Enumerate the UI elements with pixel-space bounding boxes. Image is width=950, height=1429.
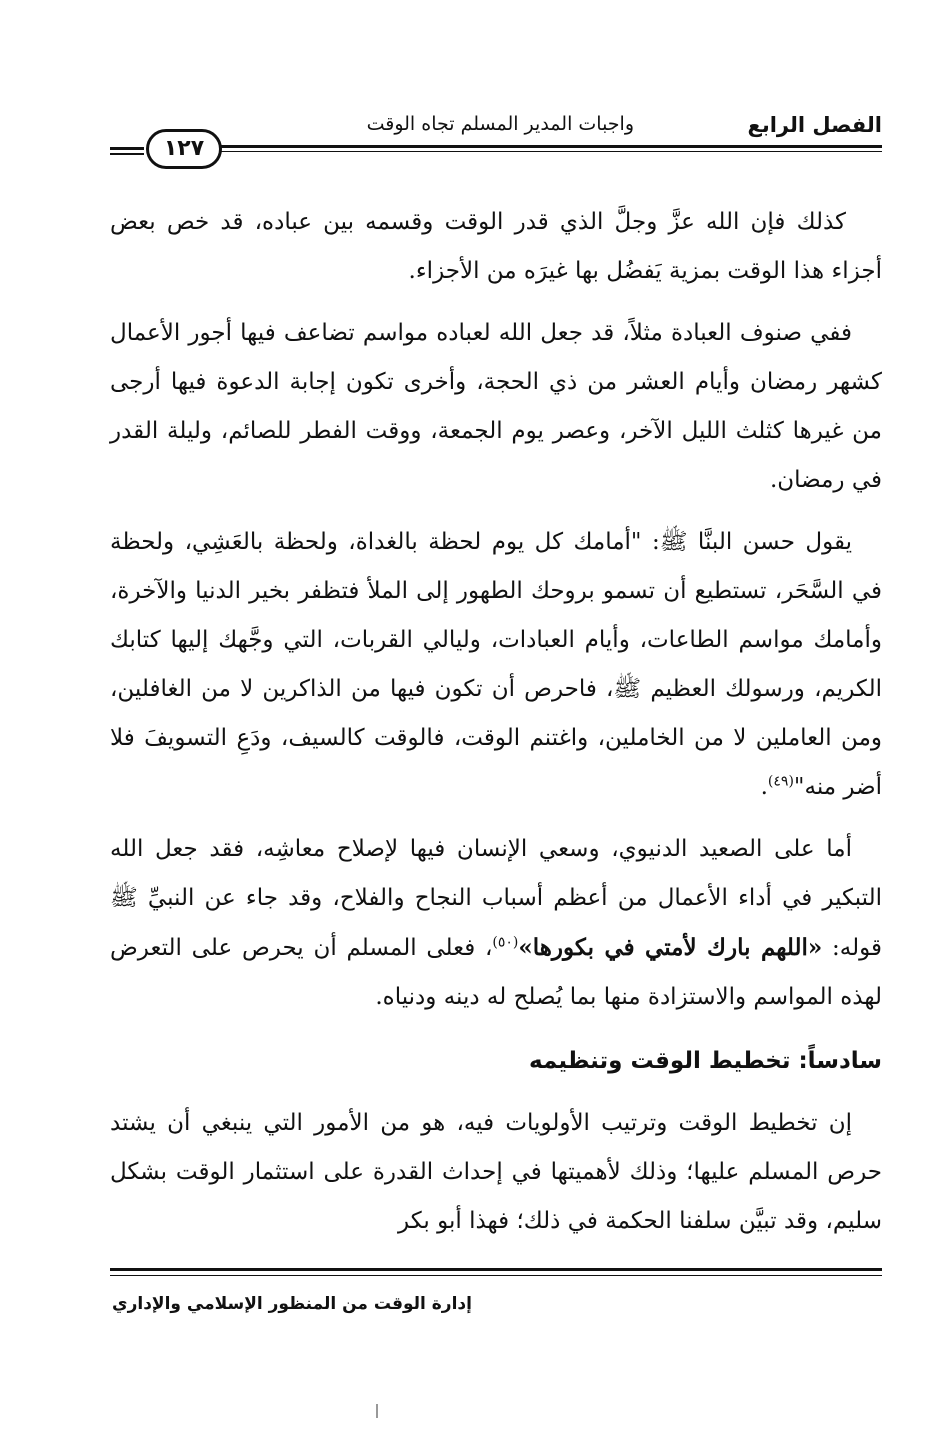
paragraph-2: ففي صنوف العبادة مثلاً، قد جعل الله لعباده مواسم تضاعف فيها أجور الأعمال كشهر رمضان وأيام العشر من ذي الحجة، وأخرى تكون إجابة الدعوة فيها أرجى من غيرها كثلث الليل الآخر، وعصر يوم الجمعة، ووقت الفطر للصائم، وليلة القدر في رمضان. xyxy=(110,320,882,493)
scan-mark xyxy=(376,1404,378,1418)
header-rule-left xyxy=(110,147,144,150)
footer-rule-thin xyxy=(110,1275,882,1276)
running-title: واجبات المدير المسلم تجاه الوقت xyxy=(366,113,634,135)
paragraph-3: يقول حسن البنَّا ﷺ: "أمامك كل يوم لحظة بالغداة، ولحظة بالعَشِي، ولحظة في السَّحَر، تستطيع أن تسمو بروحك الطهور إلى الملأ فتظفر بخير الدنيا والآخرة، وأمامك مواسم الطاعات، وأيام العبادات، وليالي القربات، التي وجَّهك إليها كتابك الكريم، ورسولك العظيم ﷺ، فاحرص أن تكون فيها من الذاكرين لا من الغافلين، ومن العاملين لا من الخاملين، واغتنم الوقت، فالوقت كالسيف، ودَعِ التسويفَ فلا أضر منه"$^{(٤٩)}$. xyxy=(110,529,882,800)
paragraph-4-text-a: أما على الصعيد الدنيوي، وسعي الإنسان فيها لإصلاح معاشِه، فقد جعل الله التبكير في أداء الأعمال من أعظم أسباب النجاح والفلاح، وقد جاء عن النبيِّ ﷺ قوله: xyxy=(110,836,882,961)
footnote-ref-49: (٤٩) xyxy=(767,773,794,790)
paragraph-1: كذلك فإن الله عزَّ وجلَّ الذي قدر الوقت وقسمه بين عباده، قد خص بعض أجزاء هذا الوقت بمزية يَفضُل بها غيرَه من الأجزاء. xyxy=(110,209,882,284)
section-heading: سادساً: تخطيط الوقت وتنظيمه xyxy=(529,1048,882,1074)
chapter-title: الفصل الرابع xyxy=(747,113,882,137)
page-header xyxy=(110,95,882,175)
header-rule xyxy=(218,145,882,148)
paragraph-5: إن تخطيط الوقت وترتيب الأولويات فيه، هو من الأمور التي ينبغي أن يشتد حرص المسلم عليها؛ وذلك لأهميتها في إحداث القدرة على استثمار الوقت بشكل سليم، وقد تبيَّن سلفنا الحكمة في ذلك؛ فهذا أبو بكر xyxy=(110,1110,882,1234)
footnote-ref-50: (٥٠) xyxy=(492,934,519,951)
page-body xyxy=(110,198,882,1259)
header-rule-thin xyxy=(218,151,882,152)
header-rule-left-thin xyxy=(110,153,144,155)
paragraph-4 xyxy=(110,825,882,1022)
footer-rule xyxy=(110,1268,882,1271)
footer-book-title: إدارة الوقت من المنظور الإسلامي والإداري xyxy=(112,1294,472,1314)
paragraph-4-text-b: ، فعلى المسلم أن يحرص على التعرض لهذه المواسم والاستزادة منها بما يُصلح له دينه ودنياه. xyxy=(110,935,882,1010)
page-number: ١٢٧ xyxy=(146,129,222,169)
paragraph-3-text: يقول حسن البنَّا ﷺ: "أمامك كل يوم لحظة بالغداة، ولحظة بالعَشِي، ولحظة في السَّحَر، تستطيع أن تسمو بروحك الطهور إلى الملأ فتظفر بخير الدنيا والآخرة، وأمامك مواسم الطاعات، وأيام العبادات، وليالي القربات، التي وجَّهك إليها كتابك الكريم، ورسولك العظيم ﷺ، فاحرص أن تكون فيها من الذاكرين لا من الغافلين، ومن العاملين لا من الخاملين، واغتنم الوقت، فالوقت كالسيف، ودَعِ التسويفَ فلا أضر منه" xyxy=(110,529,882,800)
hadith-quote: «اللهم بارك لأمتي في بكورها» xyxy=(518,934,823,961)
